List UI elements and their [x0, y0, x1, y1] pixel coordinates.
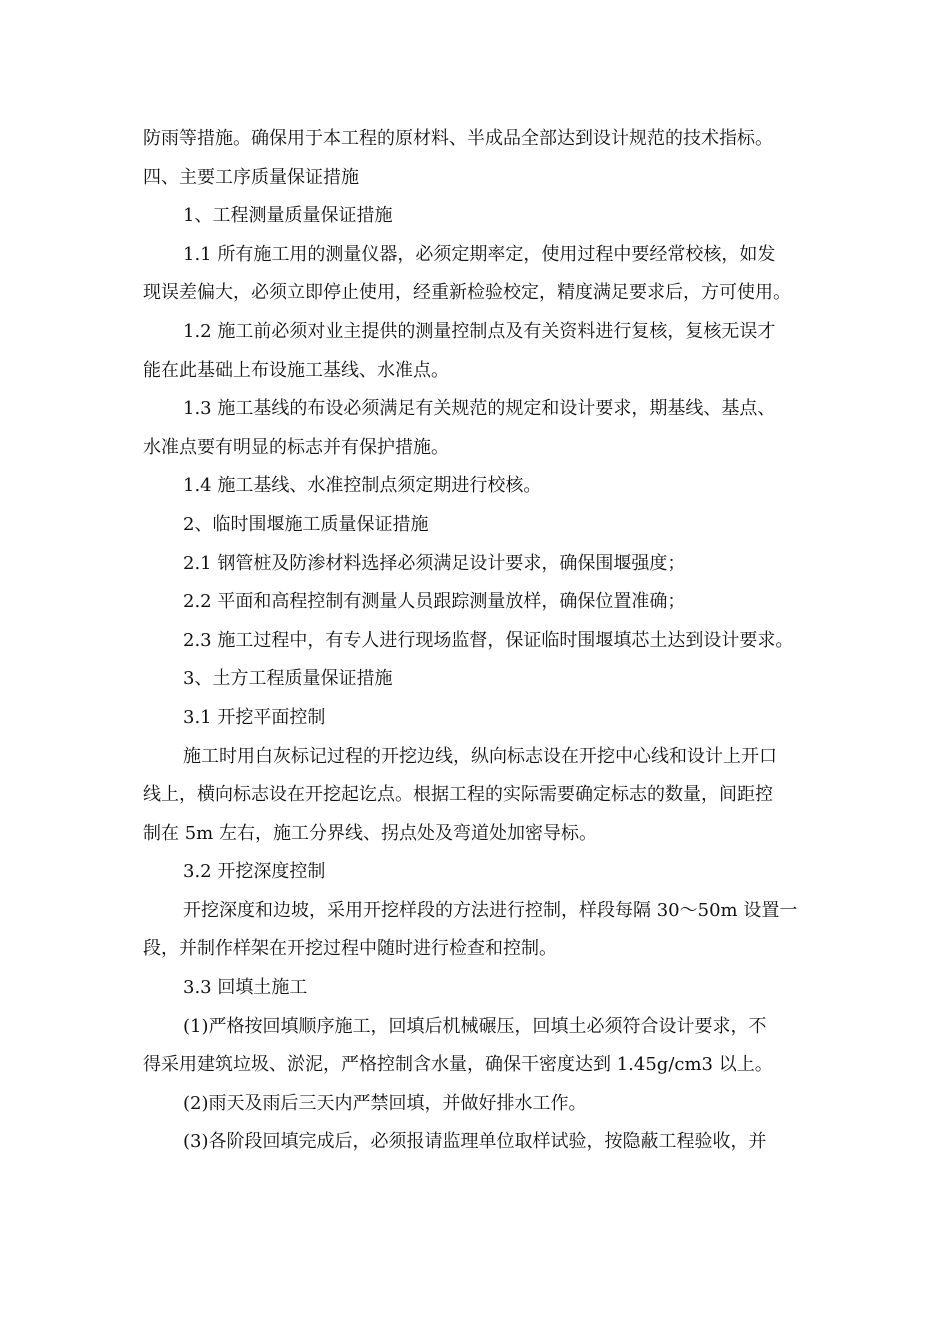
- text-line: 能在此基础上布设施工基线、水准点。: [143, 359, 449, 381]
- text-line: (1)严格按回填顺序施工，回填后机械碾压，回填土必须符合设计要求，不: [183, 1015, 767, 1037]
- item-heading: 3.3 回填土施工: [183, 977, 308, 999]
- text-line: 1.4 施工基线、水准控制点须定期进行校核。: [183, 475, 542, 497]
- text-line: 2.3 施工过程中，有专人进行现场监督，保证临时围堰填芯土达到设计要求。: [183, 629, 794, 651]
- subsection-heading: 2、临时围堰施工质量保证措施: [183, 513, 429, 535]
- text-line: 1.1 所有施工用的测量仪器，必须定期率定，使用过程中要经常校核，如发: [183, 243, 776, 265]
- text-line: 段，并制作样架在开挖过程中随时进行检查和控制。: [143, 938, 557, 960]
- subsection-heading: 3、土方工程质量保证措施: [183, 668, 393, 690]
- text-line: 施工时用白灰标记过程的开挖边线，纵向标志设在开挖中心线和设计上开口: [183, 745, 777, 767]
- item-heading: 3.1 开挖平面控制: [183, 706, 326, 728]
- subsection-heading: 1、工程测量质量保证措施: [183, 205, 393, 227]
- item-heading: 3.2 开挖深度控制: [183, 861, 326, 883]
- text-line: 制在 5m 左右，施工分界线、拐点处及弯道处加密导标。: [143, 822, 597, 844]
- section-heading: 四、主要工序质量保证措施: [143, 166, 359, 188]
- text-line: 线上，横向标志设在开挖起讫点。根据工程的实际需要确定标志的数量，间距控: [143, 784, 773, 806]
- text-line: 得采用建筑垃圾、淤泥，严格控制含水量，确保干密度达到 1.45g/cm3 以上。: [143, 1054, 773, 1076]
- document-body: [143, 120, 808, 1162]
- text-line: 2.1 钢管桩及防渗材料选择必须满足设计要求，确保围堰强度；: [183, 552, 686, 574]
- text-line: 现误差偏大，必须立即停止使用，经重新检验校定，精度满足要求后，方可使用。: [143, 282, 791, 304]
- text-line: 2.2 平面和高程控制有测量人员跟踪测量放样，确保位置准确；: [183, 591, 686, 613]
- text-line: 水准点要有明显的标志并有保护措施。: [143, 436, 449, 458]
- text-line: 1.3 施工基线的布设必须满足有关规范的规定和设计要求，期基线、基点、: [183, 398, 776, 420]
- text-line: (3)各阶段回填完成后，必须报请监理单位取样试验，按隐蔽工程验收，并: [183, 1131, 767, 1153]
- text-line: 开挖深度和边坡，采用开挖样段的方法进行控制，样段每隔 30～50m 设置一: [183, 899, 798, 921]
- text-line: 防雨等措施。确保用于本工程的原材料、半成品全部达到设计规范的技术指标。: [143, 128, 773, 149]
- text-line: (2)雨天及雨后三天内严禁回填，并做好排水工作。: [183, 1092, 587, 1114]
- text-line: 1.2 施工前必须对业主提供的测量控制点及有关资料进行复核，复核无误才: [183, 320, 776, 342]
